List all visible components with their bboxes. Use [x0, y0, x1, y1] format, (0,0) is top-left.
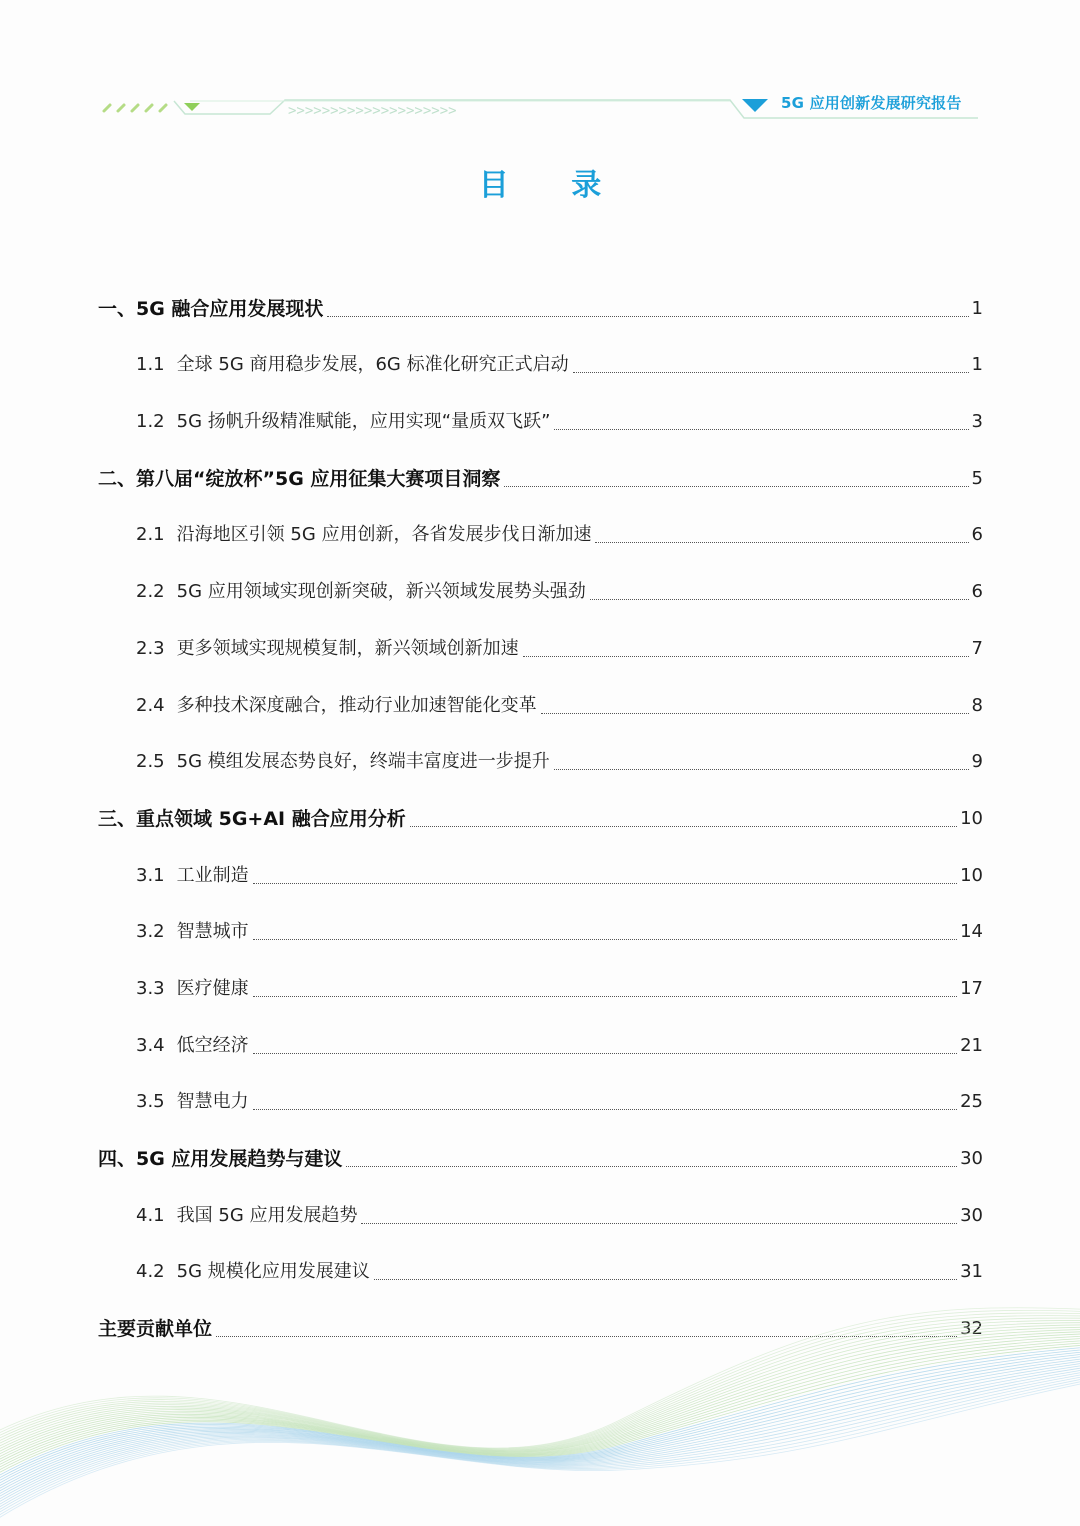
header-slash-marks [104, 105, 166, 111]
page-title: 目 录 [478, 168, 628, 203]
toc-page-number: 7 [971, 637, 983, 659]
toc-subsection[interactable] [98, 327, 983, 384]
toc-page-number: 14 [960, 921, 983, 943]
toc-dot-leader [253, 1053, 957, 1054]
toc-entry-number: 1.1 [136, 354, 165, 376]
wave-decoration [0, 1290, 1080, 1526]
toc-subsection[interactable] [98, 610, 983, 667]
toc-dot-leader [554, 769, 969, 770]
toc-entry-title [98, 297, 323, 327]
report-title: 5G 应用创新发展研究报告 [781, 94, 962, 112]
toc-entry-number: 2.5 [136, 751, 165, 773]
toc-entry-label: 二、第八届“绽放杯”5G 应用征集大赛项目洞察 [98, 467, 501, 490]
header-green-triangle [184, 103, 200, 111]
toc-entry-label: 我国 5G 应用发展趋势 [176, 1204, 358, 1226]
toc-dot-leader [573, 372, 969, 373]
toc-page-number: 3 [971, 411, 983, 433]
wave-line [0, 1327, 1080, 1462]
toc-dot-leader [253, 996, 957, 997]
toc-page-number: 10 [960, 807, 983, 829]
toc-entry-title [98, 807, 406, 837]
toc-page-number: 17 [960, 977, 983, 999]
toc-subsection[interactable] [98, 553, 983, 610]
wave-line [0, 1350, 1080, 1492]
toc-subsection[interactable] [98, 894, 983, 951]
toc-entry-number: 3.4 [136, 1034, 165, 1056]
toc-page-number: 30 [960, 1204, 983, 1226]
toc-entry-title [136, 1204, 357, 1234]
toc-page-number: 32 [960, 1318, 983, 1340]
toc-subsection[interactable] [98, 950, 983, 1007]
toc-entry-title [136, 1260, 370, 1290]
toc-entry-title [136, 977, 249, 1007]
toc-entry-title [136, 750, 550, 780]
toc-page-number: 25 [960, 1091, 983, 1113]
toc-dot-leader [523, 656, 969, 657]
toc-entry-label: 智慧电力 [176, 1091, 249, 1113]
toc-dot-leader [504, 486, 968, 487]
toc-page-number: 1 [971, 354, 983, 376]
toc-entry-title [136, 523, 591, 553]
toc-entry-number: 3.1 [136, 864, 165, 886]
toc-entry-title [98, 467, 500, 497]
toc-entry-number: 3.5 [136, 1091, 165, 1113]
toc-entry-number: 4.2 [136, 1261, 165, 1283]
toc-dot-leader [541, 713, 969, 714]
toc-subsection[interactable] [98, 383, 983, 440]
toc-entry-label: 5G 扬帆升级精准赋能，应用实现“量质双飞跃” [176, 411, 551, 433]
toc-dot-leader [374, 1279, 957, 1280]
toc-entry-number: 3.2 [136, 921, 165, 943]
toc-entry-label: 工业制造 [176, 864, 249, 886]
toc-subsection[interactable] [98, 1234, 983, 1291]
header-banner [0, 0, 1080, 140]
toc-page-number: 9 [971, 751, 983, 773]
toc-entry-label: 四、5G 应用发展趋势与建议 [98, 1148, 343, 1170]
toc-entry-number: 2.1 [136, 524, 165, 546]
toc-entry-number: 4.1 [136, 1204, 165, 1226]
toc-entry-label: 多种技术深度融合，推动行业加速智能化变革 [176, 694, 537, 716]
toc-subsection[interactable] [98, 497, 983, 554]
toc-dot-leader [346, 1166, 957, 1167]
toc-section[interactable] [98, 780, 983, 837]
toc-page-number: 5 [971, 467, 983, 489]
toc-page-number: 6 [971, 524, 983, 546]
toc-entry-title [98, 1147, 342, 1177]
toc-entry-label: 5G 模组发展态势良好，终端丰富度进一步提升 [176, 751, 550, 773]
toc-page-number: 31 [960, 1261, 983, 1283]
toc-subsection[interactable] [98, 667, 983, 724]
toc-entry-label: 三、重点领域 5G+AI 融合应用分析 [98, 807, 406, 830]
header-chevrons: >>>>>>>>>>>>>>>>>>>> [288, 103, 457, 119]
toc-entry-label: 全球 5G 商用稳步发展，6G 标准化研究正式启动 [176, 354, 569, 376]
table-of-contents [98, 270, 983, 1347]
toc-page-number: 8 [971, 694, 983, 716]
toc-subsection[interactable] [98, 1007, 983, 1064]
toc-entry-label: 5G 应用领域实现创新突破，新兴领域发展势头强劲 [176, 581, 586, 603]
toc-entry-number: 3.3 [136, 977, 165, 999]
toc-page-number: 1 [971, 297, 983, 319]
toc-entry-title [136, 694, 537, 724]
wave-line [0, 1318, 1080, 1451]
header-blue-triangle [742, 99, 768, 112]
toc-subsection[interactable] [98, 1064, 983, 1121]
toc-entry-title [136, 580, 586, 610]
toc-entry-number: 2.3 [136, 637, 165, 659]
toc-entry-label: 5G 规模化应用发展建议 [176, 1261, 370, 1283]
toc-subsection[interactable] [98, 1177, 983, 1234]
toc-entry-label: 更多领域实现规模复制，新兴领域创新加速 [176, 637, 519, 659]
toc-subsection[interactable] [98, 837, 983, 894]
toc-page-number: 21 [960, 1034, 983, 1056]
wave-line [0, 1365, 1080, 1511]
toc-entry-label: 主要贡献单位 [98, 1318, 213, 1341]
toc-dot-leader [590, 599, 969, 600]
toc-dot-leader [361, 1223, 957, 1224]
toc-entry-label: 低空经济 [176, 1034, 249, 1056]
toc-dot-leader [554, 429, 968, 430]
toc-entry-title [136, 920, 249, 950]
toc-dot-leader [410, 826, 957, 827]
toc-entry-label: 一、5G 融合应用发展现状 [98, 297, 324, 320]
wave-line [0, 1369, 1080, 1516]
toc-entry-title [136, 410, 550, 440]
toc-entry-label: 沿海地区引领 5G 应用创新，各省发展步伐日渐加速 [176, 524, 592, 546]
toc-section[interactable] [98, 1120, 983, 1177]
toc-page-number: 30 [960, 1148, 983, 1169]
toc-page-number: 10 [960, 864, 983, 886]
toc-entry-label: 医疗健康 [176, 977, 249, 999]
toc-dot-leader [327, 316, 968, 317]
toc-dot-leader [253, 883, 957, 884]
toc-entry-label: 智慧城市 [176, 921, 249, 943]
toc-section[interactable] [98, 440, 983, 497]
toc-subsection[interactable] [98, 724, 983, 781]
toc-entry-title [136, 637, 519, 667]
toc-page-number: 6 [971, 581, 983, 603]
toc-entry-title [136, 1090, 249, 1120]
toc-entry-number: 1.2 [136, 411, 165, 433]
toc-dot-leader [253, 939, 957, 940]
toc-dot-leader [595, 542, 968, 543]
toc-entry-title [136, 1034, 249, 1064]
toc-entry-number: 2.2 [136, 581, 165, 603]
toc-entry-title [136, 353, 569, 383]
toc-section[interactable] [98, 270, 983, 327]
toc-dot-leader [253, 1109, 957, 1110]
toc-entry-number: 2.4 [136, 694, 165, 716]
toc-entry-title [136, 864, 249, 894]
